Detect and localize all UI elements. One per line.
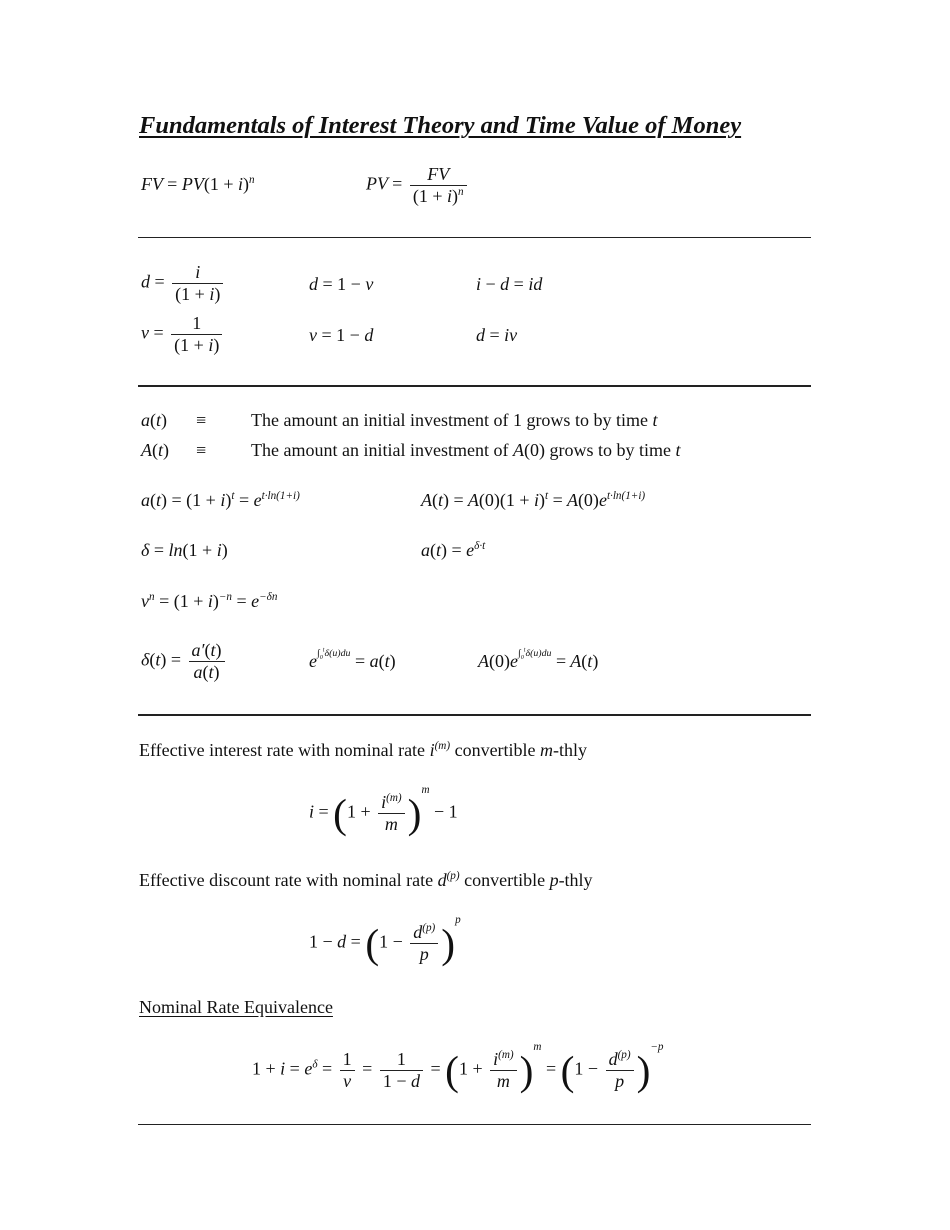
nominal-rate-heading: Nominal Rate Equivalence <box>139 997 333 1017</box>
A-def-text-post: grows to by time <box>549 440 671 460</box>
effective-interest-post: convertible <box>454 740 536 760</box>
formula-A-t-growth: $A(t) = A(0)(1 + i)^t = A(0)e^{t\cdot ln(1+i)}$ <box>421 490 646 510</box>
equiv-symbol: ≡ <box>196 440 207 460</box>
formula-a-t-growth: $a(t) = (1 + i)^t = e^{t\cdot ln(1+i)}$ <box>141 490 300 510</box>
formula-exp-integral-a: $e^{\int_0^t\delta(u)du} = a(t)$ <box>309 648 396 672</box>
A-t-definition: The amount an initial investment of A(0) grows to by time t <box>251 440 681 460</box>
formula-d-iv: d = iv <box>476 325 518 345</box>
effective-interest-pre: Effective interest rate with nominal rate <box>139 740 426 760</box>
effective-discount-pre: Effective discount rate with nominal rate <box>139 870 434 890</box>
formula-delta: δ = ln(1 + i) <box>141 540 228 560</box>
effective-discount-heading: Effective discount rate with nominal rate $d^{(p)}$ convertible p-thly <box>139 870 593 890</box>
formula-pv: PV = $\frac{FV}{(1 + i)^n}$ <box>366 164 470 206</box>
formula-v-1-d: v = 1 − d <box>309 325 374 345</box>
divider <box>138 237 811 238</box>
divider <box>138 385 811 387</box>
formula-fv: FV = $PV(1 + i)^n$ <box>141 174 255 194</box>
formula-vn: $v^n = (1 + i)^{-n} = e^{-\delta n}$ <box>141 591 278 611</box>
page-title: Fundamentals of Interest Theory and Time Value of Money <box>139 112 742 139</box>
formula-exp-integral-A: $A(0)e^{\int_0^t\delta(u)du} = A(t)$ <box>478 648 599 672</box>
effective-interest-suffix: -thly <box>553 740 588 760</box>
formula-d-def: d = $\frac{i}{(1 + i)}$ <box>141 262 226 304</box>
formula-effective-interest: i = (1 + $\frac{i^{(m)}}{m}$ )$^m$ − 1 <box>309 784 458 837</box>
equiv-symbol: ≡ <box>196 410 207 430</box>
formula-v-def: v = $\frac{1}{(1 + i)}$ <box>141 313 225 355</box>
divider <box>138 714 811 716</box>
effective-discount-post: convertible <box>464 870 546 890</box>
symbol-A-t: A(t) <box>141 440 170 460</box>
effective-discount-suffix: -thly <box>558 870 593 890</box>
symbol-a-t: a(t) <box>141 410 168 430</box>
formula-d-1-v: d = 1 − v <box>309 274 374 294</box>
formula-nominal-equivalence: $1 + i = e^\delta$ = $\frac{1}{v}$ = $\frac{1}{1 - d}$ = (1 + $\frac{i^{(m)}}{m}$ )$^m$ = (1 − $\frac{d^{(p)}}{p}$ )$^{-p}$ <box>252 1041 664 1094</box>
formula-effective-discount: 1 − d = (1 − $\frac{d^{(p)}}{p}$ )$^p$ <box>309 914 461 967</box>
effective-interest-heading: Effective interest rate with nominal rate $i^{(m)}$ convertible m-thly <box>139 740 588 760</box>
A-def-text-pre: The amount an initial investment of <box>251 440 509 460</box>
divider <box>138 1124 811 1125</box>
a-def-text: The amount an initial investment of 1 grows to by time <box>251 410 648 430</box>
formula-force-of-interest: δ(t) = $\frac{a'(t)}{a(t)}$ <box>141 640 228 682</box>
a-t-definition: The amount an initial investment of 1 grows to by time t <box>251 410 658 430</box>
formula-a-t-exp: $a(t) = e^{\delta\cdot t}$ <box>421 540 486 560</box>
formula-i-minus-d: i − d = id <box>476 274 543 294</box>
